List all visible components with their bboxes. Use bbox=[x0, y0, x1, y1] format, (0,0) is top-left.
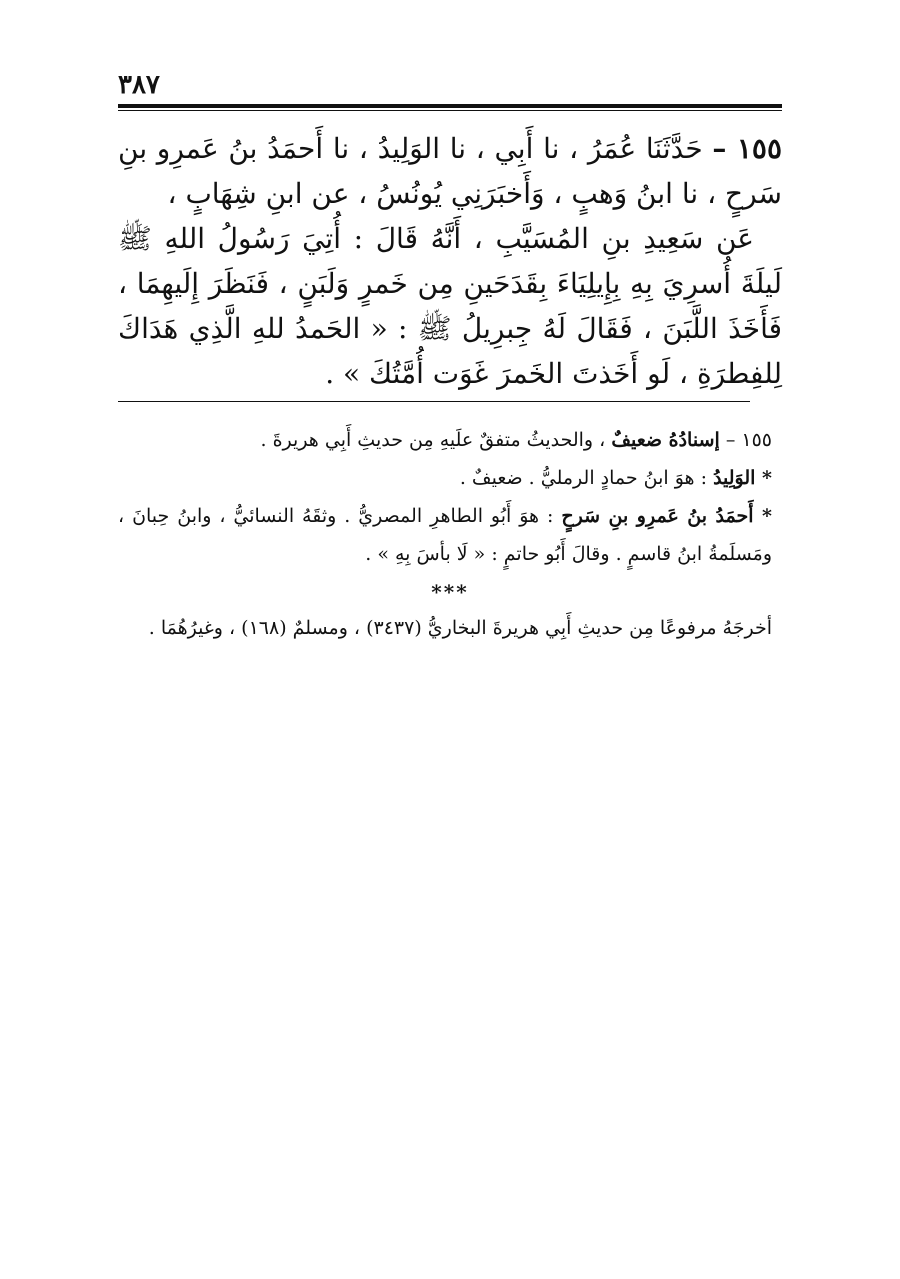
hadith-matn: عَن سَعِيدِ بنِ المُسَيَّبِ ، أَنَّهُ قَالَ : أُتِيَ رَسُولُ اللهِ ﷺ لَيلَةَ أُسرِيَ بِهِ بِإِيلِيَاءَ بِقَدَحَينِ مِن خَمرٍ وَلَبَنٍ ، فَنَظَرَ إِلَيهِمَا ، فَأَخَذَ اللَّبَنَ ، فَقَالَ لَهُ جِبرِيلُ ﷺ : « الحَمدُ للهِ الَّذِي هَدَاكَ لِلفِطرَةِ ، لَو أَخَذتَ الخَمرَ غَوَت أُمَّتُكَ » . bbox=[118, 222, 782, 390]
footnote-divider bbox=[118, 401, 750, 402]
narrator-note-ahmad: : هوَ أَبُو الطاهرِ المصريُّ . وثقَهُ النسائيُّ ، وابنُ حِبانَ ، ومَسلَمةُ ابنُ قاسمٍ . وقالَ أَبُو حاتمٍ : « لَا بأسَ بِهِ » . bbox=[118, 505, 772, 565]
hadith-text bbox=[118, 126, 782, 396]
header-rule bbox=[118, 104, 782, 108]
footnote-narrator-walid bbox=[118, 459, 782, 497]
footnote-grading bbox=[118, 421, 782, 459]
narrator-name-walid: * الوَلِيدُ bbox=[713, 467, 772, 489]
isnad-line-1: حَدَّثَنَا عُمَرُ ، نا أَبِي ، نا الوَلِيدُ ، نا أَحمَدُ بنُ عَمرِو بنِ سَرحٍ ، نا bbox=[118, 132, 782, 210]
footnote-narrator-ahmad bbox=[118, 497, 782, 573]
isnad-line-2: ابنُ وَهبٍ ، وَأَخبَرَنِي يُونُسُ ، عن ابنِ شِهَابٍ ، bbox=[167, 177, 673, 210]
footnotes bbox=[118, 421, 782, 647]
footnote-takhrij: أخرجَهُ مرفوعًا مِن حديثِ أَبِي هريرةَ البخاريُّ (٣٤٣٧) ، ومسلمٌ (١٦٨) ، وغيرُهُمَا . bbox=[148, 617, 772, 639]
hadith-number: ١٥٥ – bbox=[712, 132, 783, 165]
page-number: ٣٨٧ bbox=[118, 70, 160, 100]
footnote-grading-label: إسنادُهُ ضعيفٌ bbox=[611, 429, 720, 451]
section-separator: *** bbox=[431, 580, 469, 604]
narrator-note-walid: : هوَ ابنُ حمادٍ الرمليُّ . ضعيفٌ . bbox=[459, 467, 708, 489]
narrator-name-ahmad: * أَحمَدُ بنُ عَمرِو بنِ سَرحٍ bbox=[561, 505, 772, 527]
footnote-grading-text: ، والحديثُ متفقٌ علَيهِ مِن حديثِ أَبِي هريرةَ . bbox=[260, 429, 606, 451]
header-rule-thin bbox=[118, 110, 782, 111]
footnote-number: ١٥٥ – bbox=[725, 429, 772, 451]
hadith-isnad bbox=[118, 126, 782, 216]
